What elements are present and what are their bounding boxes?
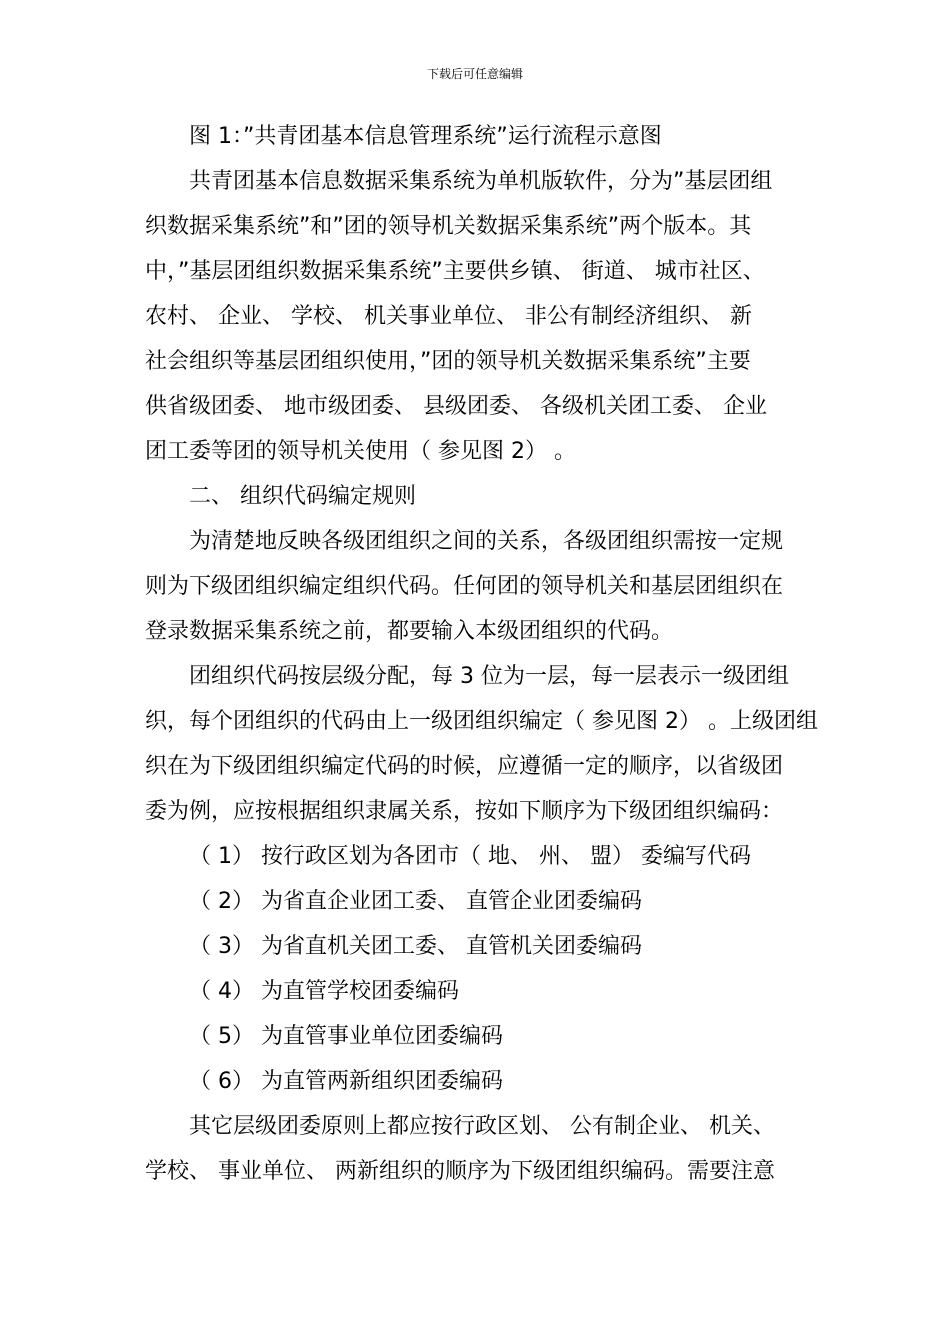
figure-caption: 图 1：”共青团基本信息管理系统”运行流程示意图 xyxy=(189,124,662,149)
list-item: （ 6） 为直管两新组织团委编码 xyxy=(189,1069,503,1094)
list-item: （ 3） 为省直机关团工委、 直管机关团委编码 xyxy=(189,934,642,959)
paragraph-line: 织在为下级团组织编定代码的时候，应遵循一定的顺序，以省级团 xyxy=(145,754,784,779)
paragraph-line: 学校、 事业单位、 两新组织的顺序为下级团组织编码。需要注意 xyxy=(145,1159,775,1184)
section-heading: 二、 组织代码编定规则 xyxy=(189,484,416,509)
paragraph-line: 织数据采集系统”和”团的领导机关数据采集系统”两个版本。其 xyxy=(145,214,752,239)
paragraph-line: 委为例，应按根据组织隶属关系，按如下顺序为下级团组织编码： xyxy=(145,799,784,824)
list-item: （ 4） 为直管学校团委编码 xyxy=(189,979,459,1004)
list-item: （ 2） 为省直企业团工委、 直管企业团委编码 xyxy=(189,889,642,914)
paragraph-line: 织，每个团组织的代码由上一级团组织编定（ 参见图 2） 。上级团组 xyxy=(145,709,818,734)
paragraph-line: 为清楚地反映各级团组织之间的关系，各级团组织需按一定规 xyxy=(189,529,784,554)
paragraph-line: 团组织代码按层级分配，每 3 位为一层，每一层表示一级团组 xyxy=(189,664,789,689)
paragraph-line: 登录数据采集系统之前，都要输入本级团组织的代码。 xyxy=(145,619,674,644)
paragraph-line: 团工委等团的领导机关使用（ 参见图 2） 。 xyxy=(145,439,576,464)
paragraph-line: 农村、 企业、 学校、 机关事业单位、 非公有制经济组织、 新 xyxy=(145,304,752,329)
paragraph-line: 社会组织等基层团组织使用，”团的领导机关数据采集系统”主要 xyxy=(145,349,751,374)
document-body xyxy=(145,114,845,1194)
page-header: 下载后可任意编辑 xyxy=(426,67,523,81)
paragraph-line: 中，”基层团组织数据采集系统”主要供乡镇、 街道、 城市社区、 xyxy=(145,259,765,284)
paragraph-line: 则为下级团组织编定组织代码。任何团的领导机关和基层团组织在 xyxy=(145,574,784,599)
list-item: （ 1） 按行政区划为各团市（ 地、 州、 盟） 委编写代码 xyxy=(189,844,751,869)
paragraph-line: 其它层级团委原则上都应按行政区划、 公有制企业、 机关、 xyxy=(189,1114,775,1139)
paragraph-line: 供省级团委、 地市级团委、 县级团委、 各级机关团工委、 企业 xyxy=(145,394,767,419)
list-item: （ 5） 为直管事业单位团委编码 xyxy=(189,1024,503,1049)
paragraph-line: 共青团基本信息数据采集系统为单机版软件，分为”基层团组 xyxy=(189,169,773,194)
